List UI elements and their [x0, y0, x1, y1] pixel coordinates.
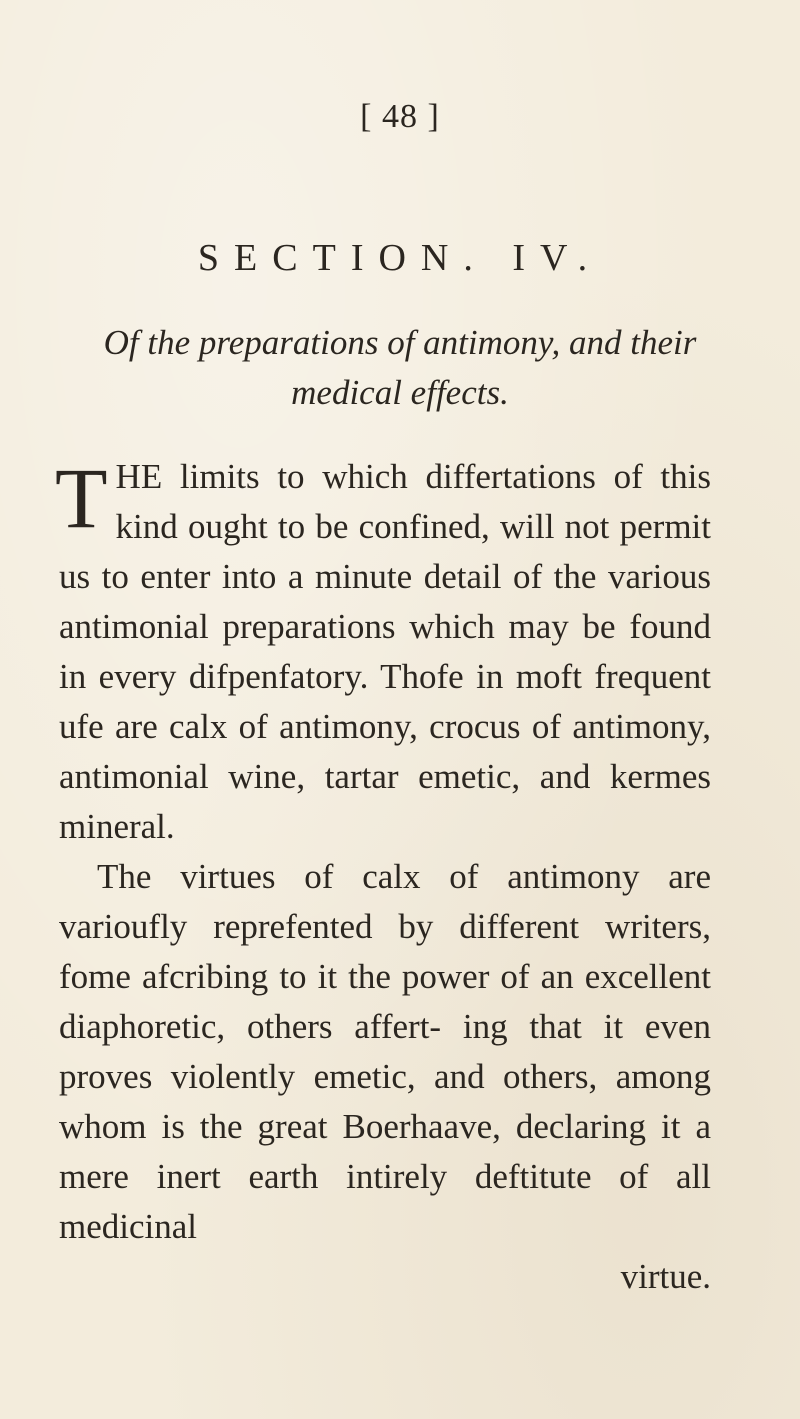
paragraph-1-text: HE limits to which differtations of this kind ought to be confined, will not permit us to enter into a minute detail of the various antimonial preparations which may be found in every difpenfatory. Thofe in moft frequent ufe are calx of antimony, crocus of antimony, antimonial wine, tartar emetic, and kermes mineral.	[59, 457, 711, 846]
drop-cap: T	[55, 450, 108, 546]
paragraph-2-text: The virtues of calx of antimony are varioufly reprefented by different writers, fome afcribing to it the power of an excellent diaphoretic, others affert- ing that it even proves violently emetic, and others, among whom is the great Boerhaave, declaring it a mere inert earth intirely deftitute of all medicinal	[59, 857, 711, 1246]
paragraph-1	[55, 450, 711, 852]
paragraph-2-final-word: virtue.	[620, 1257, 711, 1296]
section-subtitle	[60, 318, 740, 418]
body-text	[55, 450, 711, 1302]
paragraph-2	[59, 852, 711, 1302]
subtitle-line-1: Of the preparations of antimony, and their	[103, 323, 697, 362]
page-number: [ 48 ]	[360, 98, 440, 135]
subtitle-line-2: medical effects.	[291, 373, 509, 412]
section-heading: SECTION. IV.	[197, 237, 603, 279]
